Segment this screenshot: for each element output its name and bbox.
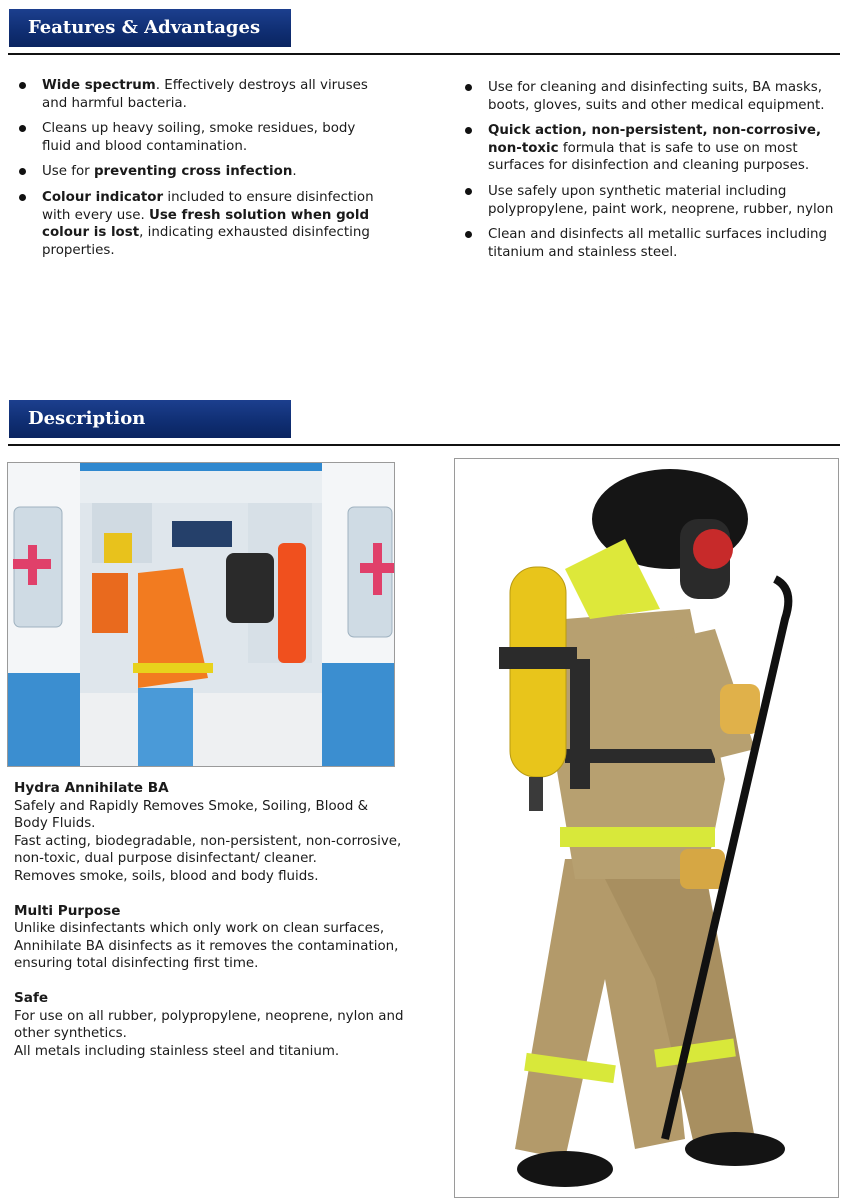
product-line: Safely and Rapidly Removes Smoke, Soiling, Blood & Body Fluids. [14, 798, 369, 832]
safe-title: Safe [14, 989, 49, 1006]
feature-bullet: Cleans up heavy soiling, smoke residues, body fluid and blood contamination. [14, 120, 388, 155]
features-heading: Features & Advantages [9, 9, 291, 47]
bullet-dot-icon [465, 84, 472, 91]
bullet-dot-icon [19, 168, 26, 175]
description-text [14, 780, 404, 1060]
feature-bullet: Use safely upon synthetic material including polypropylene, paint work, neoprene, rubber, nylon [460, 183, 840, 218]
features-right-list [460, 79, 840, 269]
bullet-dot-icon [19, 125, 26, 132]
ambulance-illustration [8, 463, 394, 766]
product-line: Removes smoke, soils, blood and body fluids. [14, 868, 319, 884]
feature-bullet: Wide spectrum. Effectively destroys all viruses and harmful bacteria. [14, 77, 388, 112]
bullet-dot-icon [465, 188, 472, 195]
bullet-dot-icon [465, 127, 472, 134]
features-divider [8, 53, 840, 55]
product-title: Hydra Annihilate BA [14, 780, 169, 796]
bullet-dot-icon [19, 82, 26, 89]
description-divider [8, 444, 840, 446]
feature-bullet: Colour indicator included to ensure disinfection with every use. Use fresh solution when gold colour is lost, indicating exhausted disinfecting properties. [14, 189, 388, 259]
feature-bullet: Use for cleaning and disinfecting suits, BA masks, boots, gloves, suits and other medical equipment. [460, 79, 840, 114]
product-line: Fast acting, biodegradable, non-persistent, non-corrosive, non-toxic, dual purpose disinfectant/ cleaner. [14, 833, 402, 867]
bullet-dot-icon [465, 231, 472, 238]
features-left-list [14, 77, 388, 267]
feature-bullet: Use for preventing cross infection. [14, 163, 388, 181]
firefighter-illustration [455, 459, 838, 1197]
firefighter-image [454, 458, 839, 1198]
multi-purpose-text: Unlike disinfectants which only work on clean surfaces, Annihilate BA disinfects as it removes the contamination, ensuring total disinfecting first time. [14, 921, 399, 972]
safe-line: All metals including stainless steel and titanium. [14, 1043, 340, 1059]
feature-bullet: Clean and disinfects all metallic surfaces including titanium and stainless steel. [460, 226, 840, 261]
multi-purpose-title: Multi Purpose [14, 902, 121, 919]
safe-line: For use on all rubber, polypropylene, neoprene, nylon and other synthetics. [14, 1008, 404, 1042]
description-heading: Description [9, 400, 291, 438]
ambulance-image [7, 462, 395, 767]
feature-bullet: Quick action, non-persistent, non-corrosive, non-toxic formula that is safe to use on most surfaces for disinfection and cleaning purposes. [460, 122, 840, 175]
bullet-dot-icon [19, 194, 26, 201]
